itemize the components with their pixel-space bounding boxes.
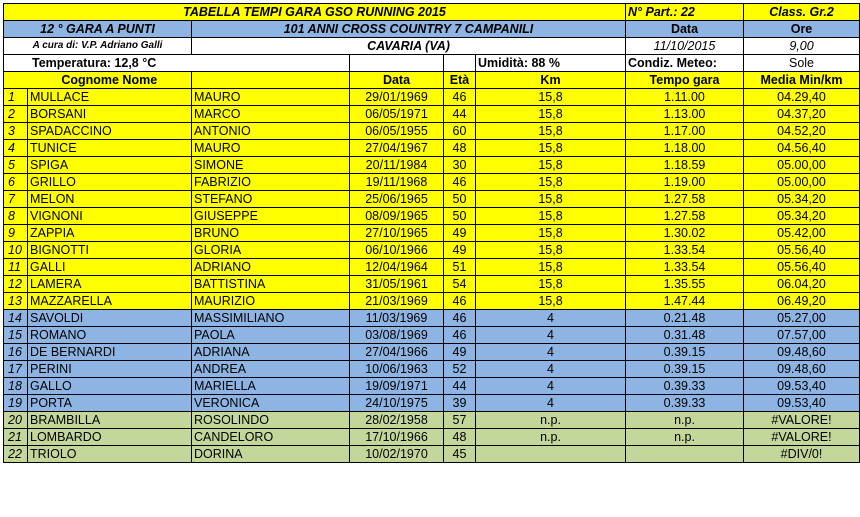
race-time-cell: 1.19.00	[626, 174, 744, 191]
avg-pace-cell: 05.27,00	[744, 310, 860, 327]
age-cell: 46	[444, 89, 476, 106]
race-time-cell: 0.39.33	[626, 395, 744, 412]
table-row	[4, 395, 860, 412]
surname-cell: BIGNOTTI	[28, 242, 192, 259]
avg-pace-cell: 05.56,40	[744, 242, 860, 259]
conditions-row	[4, 55, 860, 72]
row-number: 6	[4, 174, 28, 191]
km-cell: 15,8	[476, 191, 626, 208]
birthdate-cell: 10/02/1970	[350, 446, 444, 463]
race-time-cell: n.p.	[626, 429, 744, 446]
km-cell: 15,8	[476, 276, 626, 293]
meteo-label: Condiz. Meteo:	[626, 55, 744, 72]
firstname-cell: MAURIZIO	[192, 293, 350, 310]
row-number: 3	[4, 123, 28, 140]
firstname-cell: MARIELLA	[192, 378, 350, 395]
birthdate-cell: 25/06/1965	[350, 191, 444, 208]
birthdate-cell: 11/03/1969	[350, 310, 444, 327]
avg-pace-cell: 05.42,00	[744, 225, 860, 242]
time-label: Ore	[744, 21, 860, 38]
table-row	[4, 242, 860, 259]
meteo-value: Sole	[744, 55, 860, 72]
firstname-cell: PAOLA	[192, 327, 350, 344]
birthdate-cell: 28/02/1958	[350, 412, 444, 429]
age-cell: 50	[444, 191, 476, 208]
race-row	[4, 21, 860, 38]
birthdate-cell: 27/04/1967	[350, 140, 444, 157]
birthdate-cell: 19/11/1968	[350, 174, 444, 191]
race-time-cell: n.p.	[626, 412, 744, 429]
km-cell: 4	[476, 395, 626, 412]
table-row	[4, 327, 860, 344]
avg-pace-cell: 09.53,40	[744, 395, 860, 412]
birthdate-cell: 03/08/1969	[350, 327, 444, 344]
race-time: 9,00	[744, 38, 860, 55]
surname-cell: LAMERA	[28, 276, 192, 293]
race-time-cell: 1.27.58	[626, 191, 744, 208]
empty-cell	[350, 55, 444, 72]
firstname-cell: FABRIZIO	[192, 174, 350, 191]
km-cell	[476, 446, 626, 463]
birthdate-cell: 27/04/1966	[350, 344, 444, 361]
avg-pace-cell: 04.29,40	[744, 89, 860, 106]
race-time-cell: 1.18.00	[626, 140, 744, 157]
col-time: Tempo gara	[626, 72, 744, 89]
surname-cell: VIGNONI	[28, 208, 192, 225]
participants-count: N° Part.: 22	[626, 4, 744, 21]
birthdate-cell: 20/11/1984	[350, 157, 444, 174]
surname-cell: TRIOLO	[28, 446, 192, 463]
avg-pace-cell: 05.00,00	[744, 174, 860, 191]
avg-pace-cell: 09.48,60	[744, 361, 860, 378]
age-cell: 49	[444, 344, 476, 361]
race-time-cell	[626, 446, 744, 463]
table-row	[4, 157, 860, 174]
table-row	[4, 89, 860, 106]
row-number: 13	[4, 293, 28, 310]
table-row	[4, 259, 860, 276]
age-cell: 48	[444, 429, 476, 446]
race-time-cell: 1.18.59	[626, 157, 744, 174]
km-cell: 4	[476, 361, 626, 378]
row-number: 7	[4, 191, 28, 208]
firstname-cell: MARCO	[192, 106, 350, 123]
surname-cell: GALLI	[28, 259, 192, 276]
row-number: 18	[4, 378, 28, 395]
race-time-cell: 1.35.55	[626, 276, 744, 293]
race-time-cell: 1.33.54	[626, 259, 744, 276]
date-label: Data	[626, 21, 744, 38]
surname-cell: PERINI	[28, 361, 192, 378]
header-empty	[192, 72, 350, 89]
race-time-cell: 0.31.48	[626, 327, 744, 344]
table-row	[4, 225, 860, 242]
birthdate-cell: 06/05/1971	[350, 106, 444, 123]
birthdate-cell: 06/10/1966	[350, 242, 444, 259]
km-cell: n.p.	[476, 412, 626, 429]
table-row	[4, 429, 860, 446]
firstname-cell: ADRIANO	[192, 259, 350, 276]
race-time-cell: 0.21.48	[626, 310, 744, 327]
avg-pace-cell: 05.56,40	[744, 259, 860, 276]
table-row	[4, 191, 860, 208]
km-cell: 15,8	[476, 242, 626, 259]
table-row	[4, 344, 860, 361]
age-cell: 49	[444, 225, 476, 242]
avg-pace-cell: 06.04,20	[744, 276, 860, 293]
race-date: 11/10/2015	[626, 38, 744, 55]
km-cell: 15,8	[476, 208, 626, 225]
surname-cell: SPIGA	[28, 157, 192, 174]
title-row	[4, 4, 860, 21]
row-number: 2	[4, 106, 28, 123]
table-row	[4, 293, 860, 310]
row-number: 12	[4, 276, 28, 293]
surname-cell: PORTA	[28, 395, 192, 412]
surname-cell: TUNICE	[28, 140, 192, 157]
humidity: Umidità: 88 %	[476, 55, 626, 72]
race-time-cell: 0.39.15	[626, 361, 744, 378]
table-row	[4, 361, 860, 378]
age-cell: 57	[444, 412, 476, 429]
birthdate-cell: 08/09/1965	[350, 208, 444, 225]
row-number: 1	[4, 89, 28, 106]
row-number: 9	[4, 225, 28, 242]
km-cell: 15,8	[476, 157, 626, 174]
km-cell: 4	[476, 344, 626, 361]
km-cell: 15,8	[476, 174, 626, 191]
age-cell: 46	[444, 293, 476, 310]
row-number: 15	[4, 327, 28, 344]
birthdate-cell: 24/10/1975	[350, 395, 444, 412]
row-number: 17	[4, 361, 28, 378]
firstname-cell: VERONICA	[192, 395, 350, 412]
firstname-cell: MAURO	[192, 89, 350, 106]
row-number: 20	[4, 412, 28, 429]
location: CAVARIA (VA)	[192, 38, 626, 55]
age-cell: 30	[444, 157, 476, 174]
km-cell: 15,8	[476, 89, 626, 106]
avg-pace-cell: #VALORE!	[744, 412, 860, 429]
age-cell: 50	[444, 208, 476, 225]
age-cell: 46	[444, 174, 476, 191]
age-cell: 39	[444, 395, 476, 412]
firstname-cell: ADRIANA	[192, 344, 350, 361]
birthdate-cell: 31/05/1961	[350, 276, 444, 293]
avg-pace-cell: 09.53,40	[744, 378, 860, 395]
race-time-cell: 1.27.58	[626, 208, 744, 225]
curator: A cura di: V.P. Adriano Galli	[4, 38, 192, 55]
column-header-row	[4, 72, 860, 89]
surname-cell: BRAMBILLA	[28, 412, 192, 429]
firstname-cell: SIMONE	[192, 157, 350, 174]
table-row	[4, 446, 860, 463]
race-time-cell: 0.39.33	[626, 378, 744, 395]
col-age: Età	[444, 72, 476, 89]
age-cell: 60	[444, 123, 476, 140]
surname-cell: ROMANO	[28, 327, 192, 344]
avg-pace-cell: 09.48,60	[744, 344, 860, 361]
birthdate-cell: 27/10/1965	[350, 225, 444, 242]
table-row	[4, 208, 860, 225]
km-cell: 15,8	[476, 123, 626, 140]
surname-cell: MELON	[28, 191, 192, 208]
class-label: Class. Gr.2	[744, 4, 860, 21]
age-cell: 44	[444, 106, 476, 123]
birthdate-cell: 19/09/1971	[350, 378, 444, 395]
table-row	[4, 276, 860, 293]
row-number: 10	[4, 242, 28, 259]
firstname-cell: MAURO	[192, 140, 350, 157]
age-cell: 48	[444, 140, 476, 157]
location-row	[4, 38, 860, 55]
avg-pace-cell: 04.56,40	[744, 140, 860, 157]
avg-pace-cell: 05.34,20	[744, 208, 860, 225]
avg-pace-cell: #DIV/0!	[744, 446, 860, 463]
surname-cell: MAZZARELLA	[28, 293, 192, 310]
age-cell: 49	[444, 242, 476, 259]
firstname-cell: GIUSEPPE	[192, 208, 350, 225]
km-cell: n.p.	[476, 429, 626, 446]
table-row	[4, 378, 860, 395]
age-cell: 51	[444, 259, 476, 276]
table-row	[4, 174, 860, 191]
km-cell: 4	[476, 310, 626, 327]
table-row	[4, 310, 860, 327]
race-time-cell: 1.30.02	[626, 225, 744, 242]
km-cell: 15,8	[476, 225, 626, 242]
age-cell: 46	[444, 327, 476, 344]
firstname-cell: BATTISTINA	[192, 276, 350, 293]
km-cell: 4	[476, 378, 626, 395]
surname-cell: GRILLO	[28, 174, 192, 191]
avg-pace-cell: 07.57,00	[744, 327, 860, 344]
race-time-cell: 1.13.00	[626, 106, 744, 123]
km-cell: 15,8	[476, 293, 626, 310]
age-cell: 45	[444, 446, 476, 463]
firstname-cell: ROSOLINDO	[192, 412, 350, 429]
surname-cell: ZAPPIA	[28, 225, 192, 242]
surname-cell: GALLO	[28, 378, 192, 395]
table-row	[4, 123, 860, 140]
row-number: 22	[4, 446, 28, 463]
km-cell: 15,8	[476, 259, 626, 276]
birthdate-cell: 17/10/1966	[350, 429, 444, 446]
birthdate-cell: 12/04/1964	[350, 259, 444, 276]
sheet-title: TABELLA TEMPI GARA GSO RUNNING 2015	[4, 4, 626, 21]
surname-cell: MULLACE	[28, 89, 192, 106]
avg-pace-cell: 04.52,20	[744, 123, 860, 140]
col-km: Km	[476, 72, 626, 89]
table-row	[4, 106, 860, 123]
firstname-cell: ANTONIO	[192, 123, 350, 140]
avg-pace-cell: 04.37,20	[744, 106, 860, 123]
race-time-cell: 1.47.44	[626, 293, 744, 310]
temperature: Temperatura: 12,8 °C	[4, 55, 350, 72]
row-number: 21	[4, 429, 28, 446]
km-cell: 15,8	[476, 140, 626, 157]
km-cell: 4	[476, 327, 626, 344]
results-table	[3, 3, 860, 463]
avg-pace-cell: 06.49,20	[744, 293, 860, 310]
header-empty	[4, 72, 28, 89]
race-time-cell: 0.39.15	[626, 344, 744, 361]
surname-cell: SAVOLDI	[28, 310, 192, 327]
row-number: 16	[4, 344, 28, 361]
surname-cell: LOMBARDO	[28, 429, 192, 446]
firstname-cell: GLORIA	[192, 242, 350, 259]
km-cell: 15,8	[476, 106, 626, 123]
firstname-cell: BRUNO	[192, 225, 350, 242]
row-number: 14	[4, 310, 28, 327]
race-time-cell: 1.17.00	[626, 123, 744, 140]
row-number: 11	[4, 259, 28, 276]
race-time-cell: 1.33.54	[626, 242, 744, 259]
firstname-cell: CANDELORO	[192, 429, 350, 446]
age-cell: 46	[444, 310, 476, 327]
race-time-cell: 1.11.00	[626, 89, 744, 106]
avg-pace-cell: 05.34,20	[744, 191, 860, 208]
birthdate-cell: 21/03/1969	[350, 293, 444, 310]
surname-cell: SPADACCINO	[28, 123, 192, 140]
avg-pace-cell: #VALORE!	[744, 429, 860, 446]
col-name: Cognome Nome	[28, 72, 192, 89]
race-number: 12 ° GARA A PUNTI	[4, 21, 192, 38]
birthdate-cell: 06/05/1955	[350, 123, 444, 140]
col-date: Data	[350, 72, 444, 89]
row-number: 19	[4, 395, 28, 412]
table-row	[4, 412, 860, 429]
avg-pace-cell: 05.00,00	[744, 157, 860, 174]
table-row	[4, 140, 860, 157]
row-number: 5	[4, 157, 28, 174]
age-cell: 44	[444, 378, 476, 395]
firstname-cell: DORINA	[192, 446, 350, 463]
age-cell: 52	[444, 361, 476, 378]
firstname-cell: STEFANO	[192, 191, 350, 208]
age-cell: 54	[444, 276, 476, 293]
race-name: 101 ANNI CROSS COUNTRY 7 CAMPANILI	[192, 21, 626, 38]
empty-cell	[444, 55, 476, 72]
surname-cell: DE BERNARDI	[28, 344, 192, 361]
col-avg: Media Min/km	[744, 72, 860, 89]
firstname-cell: MASSIMILIANO	[192, 310, 350, 327]
surname-cell: BORSANI	[28, 106, 192, 123]
row-number: 8	[4, 208, 28, 225]
row-number: 4	[4, 140, 28, 157]
birthdate-cell: 29/01/1969	[350, 89, 444, 106]
firstname-cell: ANDREA	[192, 361, 350, 378]
birthdate-cell: 10/06/1963	[350, 361, 444, 378]
